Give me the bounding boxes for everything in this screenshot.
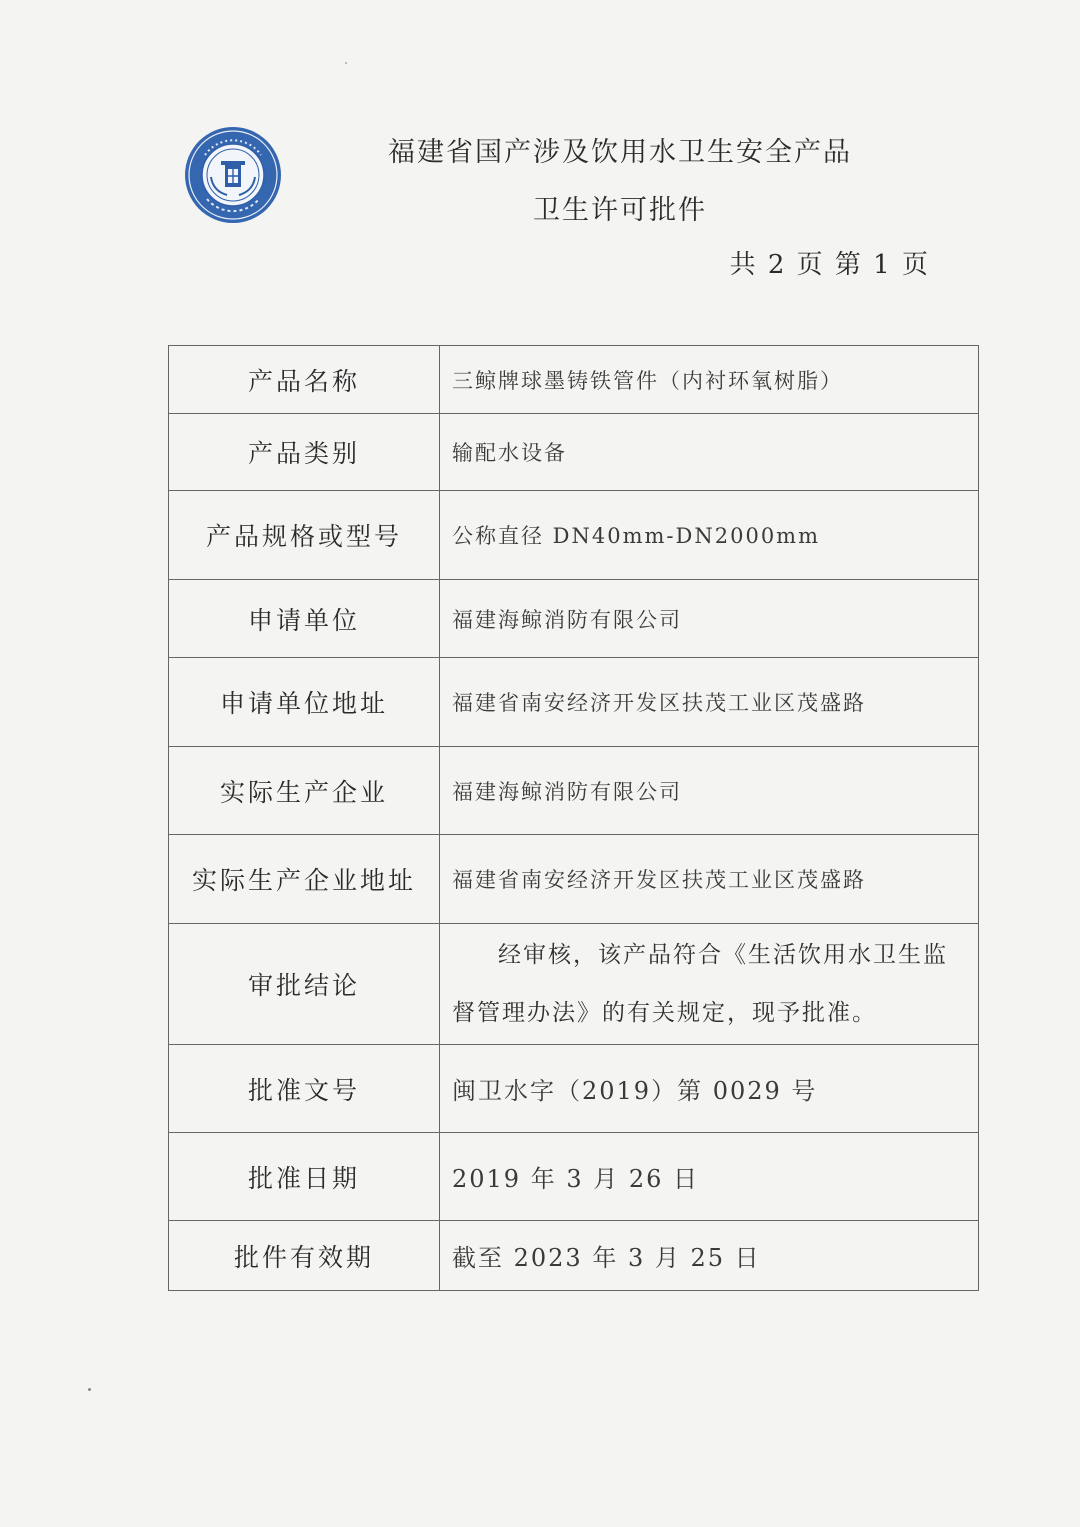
row-label: 实际生产企业地址 [169,835,440,924]
table-row [169,1221,979,1291]
row-label: 审批结论 [169,924,440,1045]
table-row [169,658,979,747]
table-row [169,1133,979,1221]
row-value: 福建海鲸消防有限公司 [440,580,979,658]
conclusion-text: 经审核，该产品符合《生活饮用水卫生监督管理办法》的有关规定，现予批准。 [452,942,948,1026]
row-value: 闽卫水字（2019）第 0029 号 [440,1045,979,1133]
scan-speck [345,62,347,64]
permit-table [168,345,979,1291]
row-label: 申请单位 [169,580,440,658]
row-label: 批件有效期 [169,1221,440,1291]
table-row [169,346,979,414]
row-label: 产品规格或型号 [169,491,440,580]
row-label: 产品名称 [169,346,440,414]
table-row [169,1045,979,1133]
table-row [169,414,979,491]
scan-speck [88,1388,91,1391]
page-number: 共 2 页 第 1 页 [729,250,930,280]
table-row [169,747,979,835]
row-value: 截至 2023 年 3 月 25 日 [440,1221,979,1291]
row-label: 批准日期 [169,1133,440,1221]
table-row [169,924,979,1045]
row-value: 福建省南安经济开发区扶茂工业区茂盛路 [440,835,979,924]
table-row [169,491,979,580]
row-value: 公称直径 DN40mm-DN2000mm [440,491,979,580]
approval-conclusion [440,924,979,1045]
table-row [169,835,979,924]
row-value: 三鲸牌球墨铸铁管件（内衬环氧树脂） [440,346,979,414]
table-row [169,580,979,658]
document-subtitle: 卫生许可批件 [533,195,707,226]
health-inspection-seal-icon [183,125,283,225]
row-value: 福建海鲸消防有限公司 [440,747,979,835]
row-value: 福建省南安经济开发区扶茂工业区茂盛路 [440,658,979,747]
row-value: 2019 年 3 月 26 日 [440,1133,979,1221]
document-title: 福建省国产涉及饮用水卫生安全产品 [388,137,852,168]
row-label: 实际生产企业 [169,747,440,835]
row-label: 产品类别 [169,414,440,491]
row-value: 输配水设备 [440,414,979,491]
row-label: 批准文号 [169,1045,440,1133]
row-label: 申请单位地址 [169,658,440,747]
